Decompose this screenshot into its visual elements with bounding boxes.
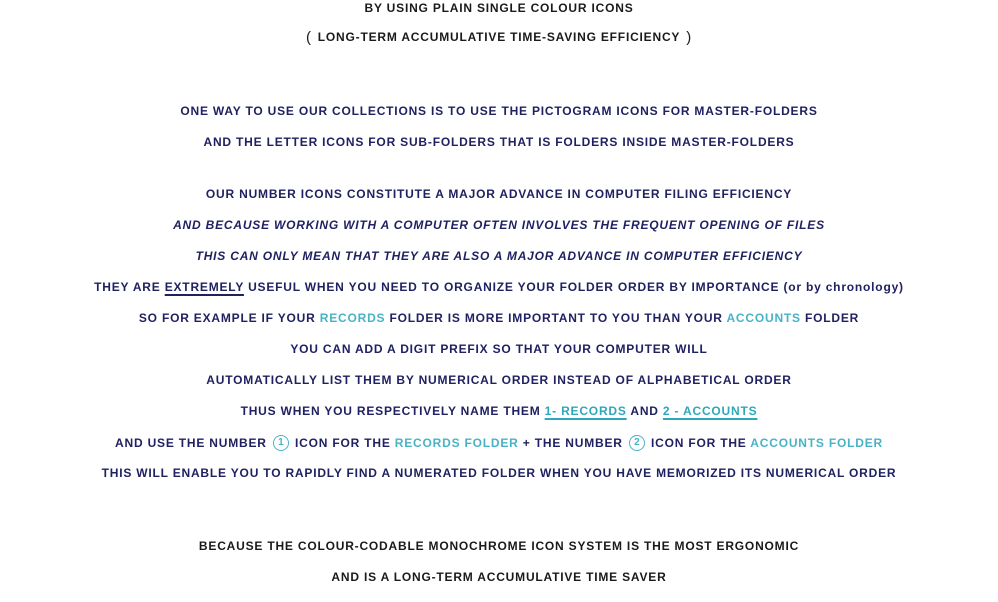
body-line-5-seg2: FOLDER IS MORE IMPORTANT TO YOU THAN YOUR [385,311,727,325]
records-highlight: RECORDS [319,311,386,325]
intro-line-1: ONE WAY TO USE OUR COLLECTIONS IS TO USE THE PICTOGRAM ICONS FOR MASTER-FOLDERS [180,104,818,118]
body-line-10: THIS WILL ENABLE YOU TO RAPIDLY FIND A NUMERATED FOLDER WHEN YOU HAVE MEMORIZED ITS NUMERICAL ORDER [101,466,897,480]
body-line-8-pre: THUS WHEN YOU RESPECTIVELY NAME THEM [240,404,545,418]
body-line-9 [0,435,998,451]
circled-1-icon: 1 [273,435,289,451]
body-line-7: AUTOMATICALLY LIST THEM BY NUMERICAL ORDER INSTEAD OF ALPHABETICAL ORDER [206,373,792,387]
header-title: BY USING PLAIN SINGLE COLOUR ICONS [364,1,634,15]
accounts-folder-highlight: ACCOUNTS FOLDER [750,436,883,450]
body-line-4-pre: THEY ARE [94,280,165,294]
close-paren: ) [686,29,693,46]
body-line-3-italic: THIS CAN ONLY MEAN THAT THEY ARE ALSO A MAJOR ADVANCE IN COMPUTER EFFICIENCY [195,249,803,263]
records-link[interactable]: 1- RECORDS [544,404,627,418]
body-line-9-seg2: ICON FOR THE [290,436,395,450]
body-line-1: OUR NUMBER ICONS CONSTITUTE A MAJOR ADVANCE IN COMPUTER FILING EFFICIENCY [205,187,793,201]
open-paren: ( [305,29,312,46]
records-folder-highlight: RECORDS FOLDER [394,436,519,450]
accounts-highlight: ACCOUNTS [726,311,801,325]
accounts-link[interactable]: 2 - ACCOUNTS [662,404,758,418]
footer-line-2: AND IS A LONG-TERM ACCUMULATIVE TIME SAVER [331,570,667,584]
header-subtitle-text: LONG-TERM ACCUMULATIVE TIME-SAVING EFFICIENCY [317,30,681,44]
body-line-9-seg1: AND USE THE NUMBER [115,436,271,450]
extremely-underlined: EXTREMELY [164,280,244,294]
body-line-8 [0,404,998,419]
footer-line-1: BECAUSE THE COLOUR-CODABLE MONOCHROME ICON SYSTEM IS THE MOST ERGONOMIC [198,539,800,553]
body-line-4 [0,280,998,295]
body-line-2-italic: AND BECAUSE WORKING WITH A COMPUTER OFTEN INVOLVES THE FREQUENT OPENING OF FILES [173,218,825,232]
body-line-9-seg4: ICON FOR THE [646,436,751,450]
body-line-8-mid: AND [626,404,663,418]
body-line-5-seg1: SO FOR EXAMPLE IF YOUR [138,311,320,325]
header-subtitle [0,30,998,45]
body-line-9-seg3: + THE NUMBER [518,436,627,450]
intro-line-2: AND THE LETTER ICONS FOR SUB-FOLDERS THAT IS FOLDERS INSIDE MASTER-FOLDERS [203,135,795,149]
circled-2-icon: 2 [629,435,645,451]
body-line-5 [0,311,998,326]
body-line-5-seg3: FOLDER [800,311,860,325]
body-line-6: YOU CAN ADD A DIGIT PREFIX SO THAT YOUR COMPUTER WILL [290,342,708,356]
body-line-4-post: USEFUL WHEN YOU NEED TO ORGANIZE YOUR FOLDER ORDER BY IMPORTANCE (or by chronology) [243,280,904,294]
